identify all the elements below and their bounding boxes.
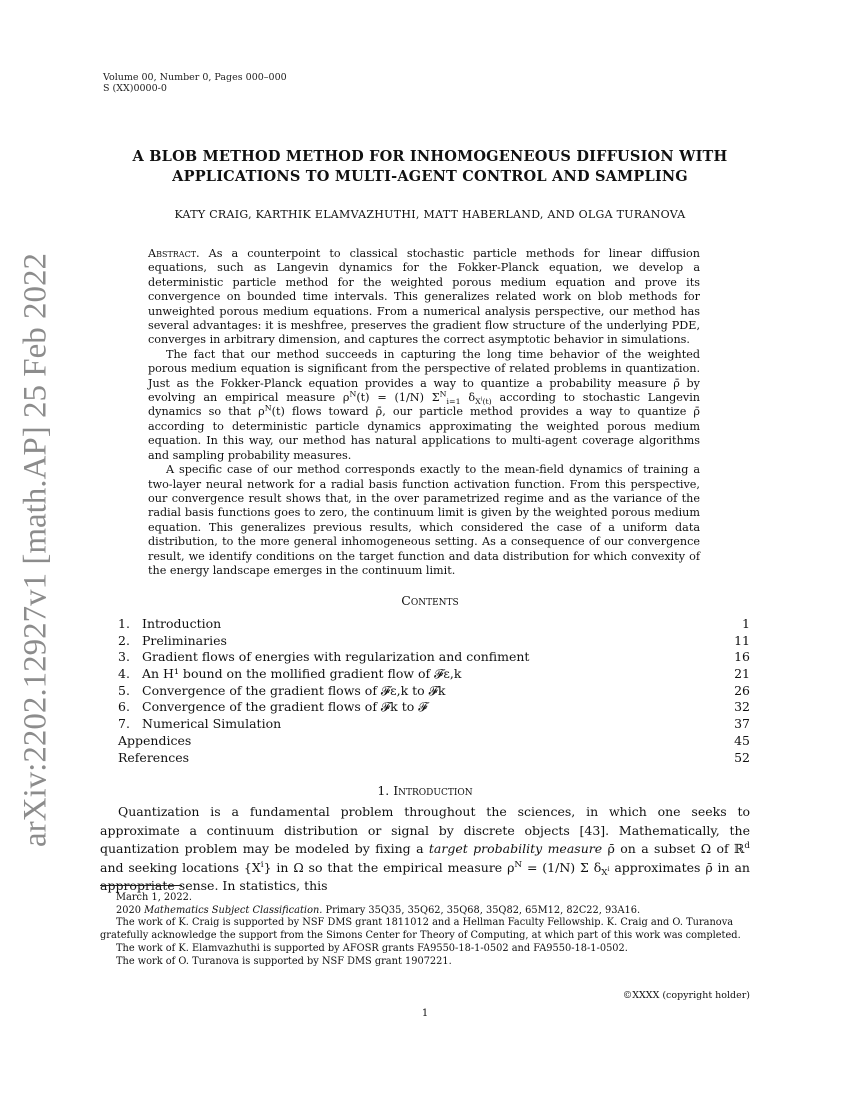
paper-title <box>120 147 740 187</box>
doi-line: S (XX)0000-0 <box>103 83 167 94</box>
abstract-text-1: As a counterpoint to classical stochastic particle methods for linear diffusion equations, such as Langevin dynamics for the Fokker-Planck equation, we develop a deterministic particle method for the weighted porous medium equation and prove its convergence on bounded time intervals. This generalizes related work on blob methods for unweighted porous medium equations. From a numerical analysis perspective, our method has several advantages: it is meshfree, preserves the gradient flow structure of the underlying PDE, converges in arbitrary dimension, and captures the correct asymptotic behavior in simulations. <box>148 247 700 347</box>
toc-entry[interactable] <box>118 666 750 683</box>
footnote-elamvazhuthi: The work of K. Elamvazhuthi is supported by AFOSR grants FA9550-18-1-0502 and FA9550-18-1-0502. <box>116 942 628 954</box>
abstract-text-2c: δ <box>460 391 476 405</box>
intro-text-a: Quantization is a fundamental problem throughout the sciences, in which one seeks to approximate a continuum distribution or signal by discrete objects [43]. Mathematically, the quantization problem may be modeled by fixing a <box>100 804 750 856</box>
toc-entry[interactable] <box>118 633 750 650</box>
title-line-2: APPLICATIONS TO MULTI-AGENT CONTROL AND SAMPLING <box>172 168 688 185</box>
footnote-msc <box>100 905 750 918</box>
abstract-text-2b: (t) = (1/N) Σ <box>356 391 440 405</box>
toc-number: 4. <box>118 666 130 682</box>
toc-page: 52 <box>734 749 750 765</box>
toc-number: 3. <box>118 649 130 665</box>
toc-label: Preliminaries <box>142 632 227 648</box>
section-heading-text: 1. Introduction <box>377 783 473 798</box>
footnote-date: March 1, 2022. <box>116 892 192 903</box>
abstract <box>148 247 700 578</box>
intro-emphasis: target probability measure <box>428 841 603 856</box>
toc-number: 2. <box>118 632 130 648</box>
footnote-turanova: The work of O. Turanova is supported by NSF DMS grant 1907221. <box>116 955 452 967</box>
intro-text-c: ρ̄ on a subset Ω of ℝ <box>602 841 745 856</box>
abstract-text-2e: (t) flows toward ρ̄, our particle method provides a way to quantize ρ̄ according to deterministic particle dynamics approximating the weighted porous medium equation. In this way, our method has natural applications to multi-agent coverage algorithms and sampling probability measures. <box>148 405 700 462</box>
arxiv-stamp <box>8 253 64 847</box>
abstract-text-2a: The fact that our method succeeds in capturing the long time behavior of the weighted porous medium equation is significant from the perspective of related problems in quantization. Just as the Fokker-Planck equation provides a way to quantize a probability measure ρ̄ by evolving an empirical measure ρ <box>148 347 700 405</box>
abstract-paragraph-2: The fact that our method succeeds in capturing the long time behavior of the weighted porous medium equation is significant from the perspective of related problems in quantization. Just as the Fokker-Planck equation provides a way to quantize a probability measure ρ̄ by evolving an empirical measure $\rho^N(t) = (1/N)$ $\Sigma^N_{i=1}$ $\delta_{X^i(t)}$ according to stochastic Langevin dynamics so that $\rho^N(t)$ flows toward ρ̄, our particle method provides a way to quantize ρ̄ according to deterministic particle dynamics approximating the weighted porous medium equation. In this way, our method has natural applications to multi-agent coverage algorithms and sampling probability measures. <box>148 347 700 462</box>
footnotes <box>100 892 750 968</box>
volume-line: Volume 00, Number 0, Pages 000–000 <box>103 72 287 83</box>
toc-page: 45 <box>734 732 750 748</box>
toc-entry[interactable] <box>118 616 750 633</box>
section-heading <box>100 783 750 798</box>
page-number: 1 <box>421 1008 429 1019</box>
toc-label: Convergence of the gradient flows of 𝓕k to 𝓕 <box>142 699 428 715</box>
toc-number: 7. <box>118 716 130 732</box>
toc-page: 16 <box>734 649 750 665</box>
abstract-label: Abstract. <box>148 247 200 260</box>
toc-page: 37 <box>734 716 750 732</box>
toc-label: Appendices <box>118 732 192 748</box>
toc-label: Convergence of the gradient flows of 𝓕ε,k to 𝓕k <box>142 682 446 698</box>
toc-entry[interactable] <box>118 750 750 767</box>
toc-entry[interactable] <box>118 699 750 716</box>
abstract-paragraph-3: A specific case of our method corresponds exactly to the mean-field dynamics of training a two-layer neural network for a radial basis function activation function. From this perspective, our convergence result shows that, in the over parametrized regime and as the variance of the radial basis functions goes to zero, the continuum limit is given by the weighted porous medium equation. This generalizes previous results, which considered the case of a uniform data distribution, to the more general inhomogeneous setting. As a consequence of our convergence result, we identify conditions on the target function and data distribution for which convexity of the energy landscape emerges in the continuum limit. <box>148 463 700 577</box>
toc-label: References <box>118 749 190 765</box>
msc-codes: Primary 35Q35, 35Q62, 35Q68, 35Q82, 65M12, 82C22, 93A16. <box>325 904 641 916</box>
toc-entry[interactable] <box>118 649 750 666</box>
toc-label: Gradient flows of energies with regularization and confiment <box>142 649 530 665</box>
journal-header <box>103 72 287 94</box>
introduction-text <box>100 803 750 896</box>
msc-label: Mathematics Subject Classification. <box>144 904 323 916</box>
intro-text-f: = (1/N) Σ δ <box>522 859 602 875</box>
toc-label: Numerical Simulation <box>142 716 282 732</box>
copyright-notice: ©XXXX (copyright holder) <box>622 990 750 1001</box>
author-list: KATY CRAIG, KARTHIK ELAMVAZHUTHI, MATT HABERLAND, AND OLGA TURANOVA <box>174 208 686 221</box>
intro-text-g: approximates ρ̄ in an appropriate sense. In statistics, this <box>100 859 750 893</box>
toc-number: 5. <box>118 682 130 698</box>
intro-text-e: } in Ω so that the empirical measure ρ <box>263 859 515 875</box>
toc-page: 32 <box>734 699 750 715</box>
abstract-paragraph-1 <box>148 247 700 348</box>
table-of-contents <box>118 616 750 766</box>
toc-entry[interactable] <box>118 733 750 750</box>
footnote-divider <box>100 885 182 886</box>
toc-entry[interactable] <box>118 683 750 700</box>
toc-page: 21 <box>734 666 750 682</box>
contents-title: Contents <box>401 593 459 608</box>
toc-page: 1 <box>742 616 750 631</box>
intro-text-d: and seeking locations {X <box>100 859 261 875</box>
toc-label: An H¹ bound on the mollified gradient flow of 𝓕ε,k <box>142 666 462 682</box>
toc-number: 6. <box>118 699 130 715</box>
intro-paragraph: Quantization is a fundamental problem throughout the sciences, in which one seeks to approximate a continuum distribution or signal by discrete objects [43]. Mathematically, the quantization problem may be modeled by fixing a target probability measure ρ̄ on a subset Ω of ℝ$^d$ and seeking locations $\{X^i\}$ in Ω so that the empirical measure $\rho^N = (1/N)$ Σ $\delta_{X^i}$ approximates ρ̄ in an appropriate sense. In statistics, this <box>100 804 750 893</box>
toc-page: 26 <box>734 682 750 698</box>
toc-label: Introduction <box>142 616 222 631</box>
toc-number: 1. <box>118 616 130 631</box>
toc-entry[interactable] <box>118 716 750 733</box>
footnote-craig: The work of K. Craig is supported by NSF DMS grant 1811012 and a Hellman Faculty Fellowship. K. Craig and O. Turanova gratefully acknowledge the support from the Simons Center for Theory of Computing, at which part of this work was completed. <box>100 917 741 942</box>
arxiv-identifier: arXiv:2202.12927v1 [math.AP] 25 Feb 2022 <box>17 253 54 847</box>
msc-year: 2020 <box>116 904 141 916</box>
title-line-1: A BLOB METHOD METHOD FOR INHOMOGENEOUS DIFFUSION WITH <box>132 148 728 165</box>
abstract-text-2d: according to stochastic Langevin dynamics so that ρ <box>148 391 700 419</box>
toc-page: 11 <box>734 632 750 648</box>
